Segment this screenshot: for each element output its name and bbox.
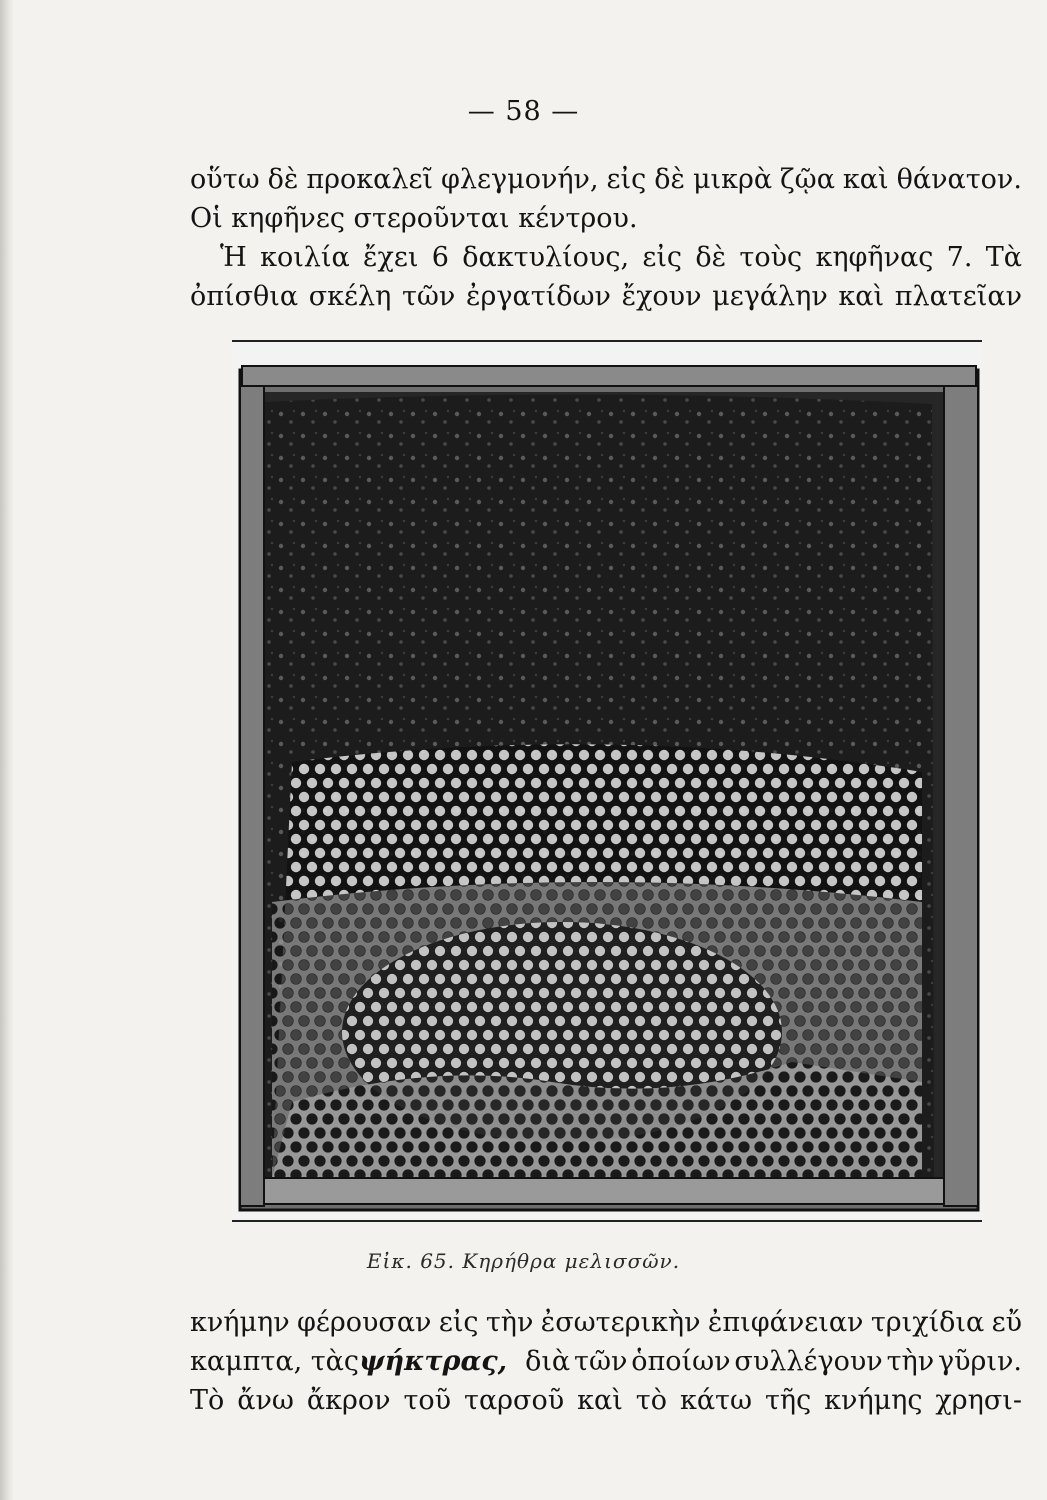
word: τῶν xyxy=(574,1346,628,1377)
word: τριχίδια xyxy=(870,1307,985,1338)
figure-caption: Εἰκ. 65. Κηρήθρα μελισσῶν. xyxy=(366,1249,681,1273)
word: θάνατον. xyxy=(896,164,1022,195)
word: ἐπιφάνειαν xyxy=(707,1307,864,1338)
word: συλλέγουν xyxy=(734,1346,883,1377)
text-line xyxy=(190,160,1022,199)
word: οὕτω xyxy=(190,164,260,195)
text-segment xyxy=(525,1342,1022,1381)
word: τῆς xyxy=(764,1385,812,1416)
word: ἄνω xyxy=(237,1385,294,1416)
word: 7. xyxy=(946,242,973,273)
word: κνήμην xyxy=(190,1307,290,1338)
word: ὁποίων xyxy=(631,1346,731,1377)
word: Ἡ xyxy=(220,242,247,273)
word: δὲ xyxy=(267,164,299,195)
top-paragraph xyxy=(190,160,1022,316)
honeycomb-frame-photo xyxy=(232,342,982,1220)
bottom-paragraph xyxy=(190,1303,1022,1420)
text-line xyxy=(190,1303,1022,1342)
word: φλεγμονήν, xyxy=(441,164,599,195)
word: μεγάλην xyxy=(712,281,828,312)
word: καὶ xyxy=(838,281,885,312)
text-line xyxy=(190,277,1022,316)
word: σκέλη xyxy=(308,281,392,312)
word: πλατεῖαν xyxy=(894,281,1022,312)
page-edge-shadow xyxy=(0,0,14,1500)
word: τοὺς xyxy=(739,242,803,273)
text-line xyxy=(190,1381,1022,1420)
word: μικρὰ xyxy=(692,164,773,195)
text-segment: καμπτα, τὰς xyxy=(190,1346,360,1377)
word: καὶ xyxy=(577,1385,623,1416)
text-line xyxy=(190,238,1022,277)
word: κνήμης xyxy=(824,1385,923,1416)
word: εἰς xyxy=(438,1307,479,1338)
word: Τὰ xyxy=(985,242,1022,273)
word: δὲ xyxy=(654,164,685,195)
honeycomb-figure xyxy=(232,340,982,1222)
word: κάτω xyxy=(679,1385,752,1416)
word: τὴν xyxy=(886,1346,935,1377)
page-number: — 58 — xyxy=(467,96,580,127)
word: ἔχει xyxy=(363,242,419,273)
word: τῶν xyxy=(401,281,456,312)
word: εἰς xyxy=(606,164,647,195)
word: εὔ xyxy=(991,1307,1022,1338)
text-line-with-emphasis xyxy=(190,1342,1022,1381)
word: φέρουσαν xyxy=(296,1307,432,1338)
word: δὲ xyxy=(695,242,727,273)
word: τὸ xyxy=(635,1385,667,1416)
word: χρησι- xyxy=(935,1385,1022,1416)
word: τὴν xyxy=(485,1307,534,1338)
word: ἐργατίδων xyxy=(465,281,611,312)
word: δακτυλίους, xyxy=(462,242,630,273)
word: ἐσωτερικὴν xyxy=(540,1307,701,1338)
word: κηφῆνας xyxy=(815,242,934,273)
word: ζῷα xyxy=(780,164,835,195)
word: τοῦ xyxy=(403,1385,452,1416)
word: ἔχουν xyxy=(621,281,702,312)
word: 6 xyxy=(431,242,449,273)
word: γῦριν. xyxy=(937,1346,1022,1377)
word: ταρσοῦ xyxy=(464,1385,565,1416)
word: ἄκρον xyxy=(306,1385,391,1416)
word: καὶ xyxy=(842,164,889,195)
word: ὀπίσθια xyxy=(190,281,299,312)
word: Τὸ xyxy=(190,1385,225,1416)
text-line: Οἱ κηφῆνες στεροῦνται κέντρου. xyxy=(190,203,638,234)
word: προκαλεῖ xyxy=(306,164,434,195)
emphasized-term: ψήκτρας, xyxy=(359,1346,508,1377)
word: εἰς xyxy=(642,242,683,273)
word: διὰ xyxy=(525,1346,571,1377)
word: κοιλία xyxy=(260,242,350,273)
